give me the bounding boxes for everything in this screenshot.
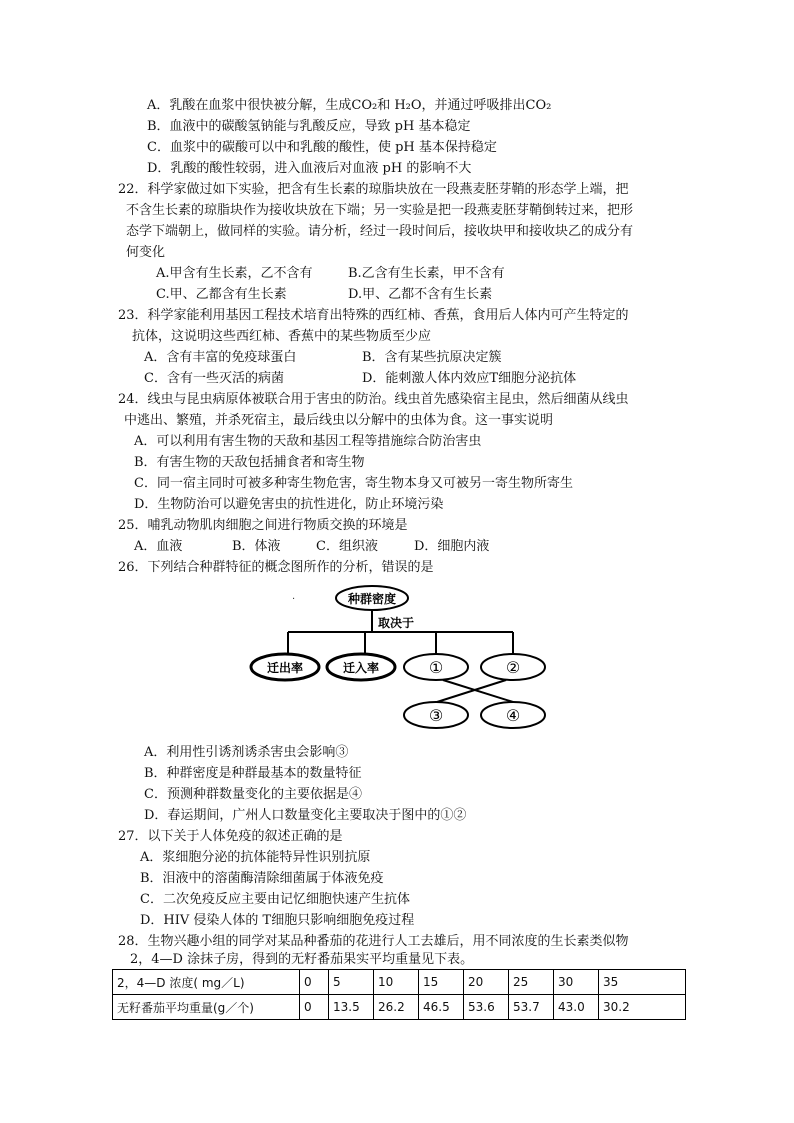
table-cell: 30 [554,970,599,995]
q24-stem-line-2: 中逃出、繁殖，并杀死宿主，最后线虫以分解中的虫体为食。这一事实说明 [124,413,554,428]
node-population-density-label: 种群密度 [347,592,397,606]
q26-option-b: B．种群密度是种群最基本的数量特征 [144,766,362,781]
table-cell: 13.5 [329,995,374,1020]
q23-stem-line-1: 23．科学家能利用基因工程技术培育出特殊的西红柿、香蕉，食用后人体内可产生特定的 [118,308,629,323]
table-cell: 46.5 [419,995,464,1020]
q26-option-d: D．春运期间，广州人口数量变化主要取决于图中的①② [144,808,467,823]
q22-stem-line-1: 22．科学家做过如下实验，把含有生长素的琼脂块放在一段燕麦胚芽鞘的形态学上端，把 [118,182,629,197]
q23-option-c: C．含有一些灭活的病菌 [144,371,284,386]
q22-stem-line-2: 不含生长素的琼脂块作为接收块放在下端；另一实验是把一段燕麦胚芽鞘倒转过来，把形 [126,203,634,218]
q24-option-b: B．有害生物的天敌包括捕食者和寄生物 [134,455,365,470]
table-cell: 53.6 [464,995,509,1020]
q21-option-b: B．血液中的碳酸氢钠能与乳酸反应，导致 pH 基本稳定 [147,119,471,134]
q25-option-a: A．血液 [134,539,183,554]
population-concept-diagram [240,585,560,735]
q25-stem: 25．哺乳动物肌肉细胞之间进行物质交换的环境是 [118,518,408,533]
row-label-weight: 无籽番茄平均重量(g／个) [113,995,300,1020]
cross-line-2 [437,680,506,702]
q26-stem: 26．下列结合种群特征的概念图所作的分析，错误的是 [118,560,434,575]
table-cell: 0 [300,995,329,1020]
q22-option-b: B.乙含有生长素，甲不含有 [348,266,505,281]
node-2-label: ② [505,658,521,677]
relation-label: 取决于 [378,616,415,630]
q24-option-c: C．同一宿主同时可被多种寄生物危害，寄生物本身又可被另一寄生物所寄生 [134,476,573,491]
stray-dot: · [292,594,296,605]
q23-stem-line-2: 抗体，这说明这些西红柿、香蕉中的某些物质至少应 [132,329,432,344]
q26-option-c: C．预测种群数量变化的主要依据是④ [144,787,362,802]
q21-option-c: C．血浆中的碳酸可以中和乳酸的酸性，使 pH 基本保持稳定 [147,140,497,155]
node-1-label: ① [428,658,444,677]
node-3-label: ③ [428,706,444,725]
q28-stem-line-1: 28．生物兴趣小组的同学对某品种番茄的花进行人工去雄后，用不同浓度的生长素类似物 [118,934,629,949]
table-cell: 53.7 [509,995,554,1020]
q24-option-a: A．可以利用有害生物的天敌和基因工程等措施综合防治害虫 [134,434,482,449]
q27-option-b: B．泪液中的溶菌酶清除细菌属于体液免疫 [140,871,384,886]
q21-option-a: A．乳酸在血浆中很快被分解，生成CO₂和 H₂O，并通过呼吸排出CO₂ [147,98,552,113]
table-row [113,995,686,1020]
q24-stem-line-1: 24．线虫与昆虫病原体被联合用于害虫的防治。线虫首先感染宿主昆虫，然后细菌从线虫 [118,392,629,407]
cross-line-1 [443,680,513,702]
q28-data-table [112,969,686,1020]
q27-option-a: A．浆细胞分泌的抗体能特异性识别抗原 [140,850,371,865]
node-emigration-rate-label: 迁出率 [266,661,304,675]
row-label-concentration: 2，4—D 浓度( mg／L) [113,970,300,995]
q27-stem: 27．以下关于人体免疫的叙述正确的是 [118,829,343,844]
table-cell: 20 [464,970,509,995]
table-cell: 43.0 [554,995,599,1020]
table-cell: 15 [419,970,464,995]
q26-option-a: A．利用性引诱剂诱杀害虫会影响③ [144,745,349,760]
table-cell: 10 [374,970,419,995]
q24-option-d: D．生物防治可以避免害虫的抗性进化，防止环境污染 [134,497,444,512]
q22-option-a: A.甲含有生长素，乙不含有 [156,266,313,281]
q22-option-d: D.甲、乙都不含有生长素 [348,287,493,302]
q25-option-c: C．组织液 [316,539,378,554]
q27-option-c: C．二次免疫反应主要由记忆细胞快速产生抗体 [140,892,410,907]
q22-stem-line-3: 态学下端朝上，做同样的实验。请分析，经过一段时间后，接收块甲和接收块乙的成分有 [126,224,634,239]
table-cell: 25 [509,970,554,995]
q23-option-d: D．能刺激人体内效应T细胞分泌抗体 [362,371,577,386]
table-cell: 30.2 [599,995,686,1020]
q25-option-b: B．体液 [232,539,281,554]
q21-option-d: D．乳酸的酸性较弱，进入血液后对血液 pH 的影响不大 [147,161,472,176]
node-immigration-rate-label: 迁入率 [342,661,380,675]
table-row [113,970,686,995]
q27-option-d: D．HIV 侵染人体的 T细胞只影响细胞免疫过程 [140,913,415,928]
q23-option-a: A．含有丰富的免疫球蛋白 [144,350,297,365]
q23-option-b: B．含有某些抗原决定簇 [362,350,502,365]
q22-stem-line-4: 何变化 [126,245,166,260]
q28-stem-line-2: 2，4—D 涂抹子房，得到的无籽番茄果实平均重量见下表。 [130,952,474,967]
table-cell: 5 [329,970,374,995]
table-cell: 26.2 [374,995,419,1020]
q25-option-d: D．细胞内液 [414,539,490,554]
q22-option-c: C.甲、乙都含有生长素 [156,287,287,302]
table-cell: 35 [599,970,686,995]
table-cell: 0 [300,970,329,995]
node-4-label: ④ [505,706,521,725]
